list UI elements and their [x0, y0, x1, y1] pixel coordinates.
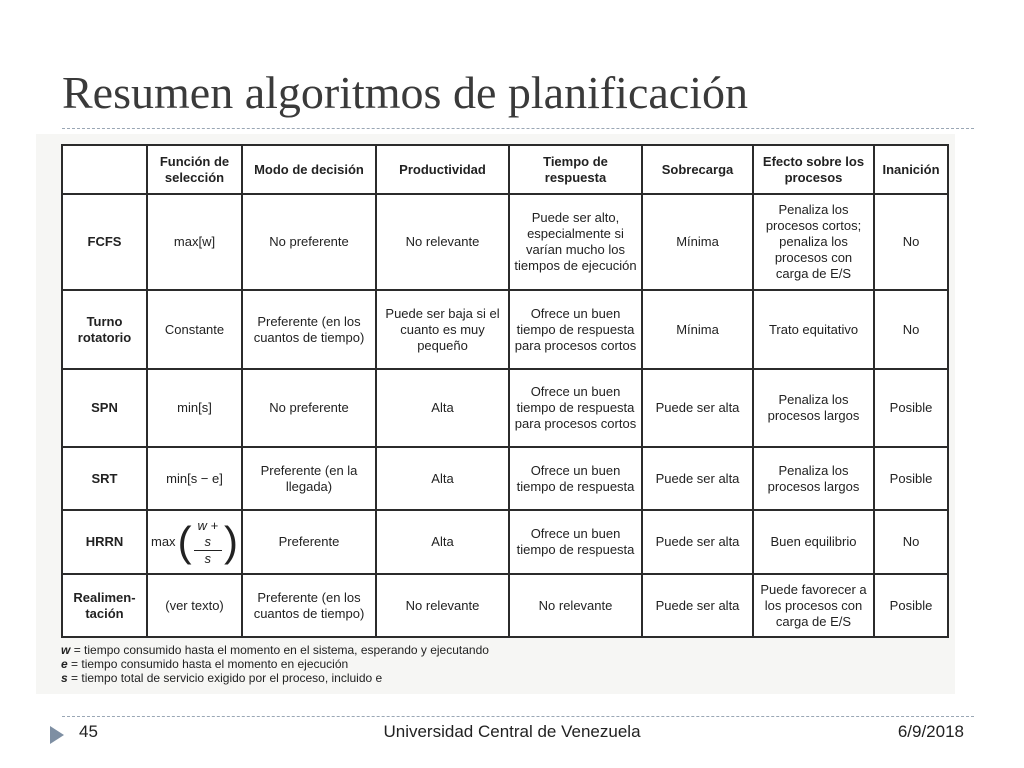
table-row [62, 574, 948, 637]
response-cell: Ofrece un buen tiempo de respuesta [509, 447, 642, 510]
title-divider [62, 128, 974, 129]
table-row [62, 194, 948, 290]
legend-item [61, 643, 941, 657]
table-row [62, 369, 948, 447]
overhead-cell: Mínima [642, 290, 753, 369]
header-overhead: Sobrecarga [642, 145, 753, 194]
effect-cell: Puede favorecer a los procesos con carga de E/S [753, 574, 874, 637]
fraction-numerator: w + s [194, 518, 222, 551]
overhead-cell: Puede ser alta [642, 369, 753, 447]
row-name: FCFS [62, 194, 147, 290]
table-row [62, 290, 948, 369]
response-cell: Ofrece un buen tiempo de respuesta para procesos cortos [509, 369, 642, 447]
effect-cell: Trato equitativo [753, 290, 874, 369]
response-cell: Puede ser alto, especialmente si varían mucho los tiempos de ejecución [509, 194, 642, 290]
legend-symbol: w [61, 643, 71, 657]
selection-cell [147, 510, 242, 574]
header-effect: Efecto sobre los procesos [753, 145, 874, 194]
starvation-cell: Posible [874, 574, 948, 637]
decision-cell: Preferente [242, 510, 376, 574]
fraction [194, 518, 222, 567]
effect-cell: Penaliza los procesos largos [753, 447, 874, 510]
table-legend [61, 643, 941, 685]
selection-cell: Constante [147, 290, 242, 369]
fraction-denominator: s [204, 550, 212, 566]
throughput-cell: Alta [376, 447, 509, 510]
header-starvation: Inanición [874, 145, 948, 194]
throughput-cell: Alta [376, 369, 509, 447]
footer-institution: Universidad Central de Venezuela [383, 722, 641, 741]
response-cell: Ofrece un buen tiempo de respuesta [509, 510, 642, 574]
effect-cell: Penaliza los procesos largos [753, 369, 874, 447]
legend-text: = tiempo consumido hasta el momento en el sistema, esperando y ejecutando [73, 643, 489, 657]
legend-symbol: e [61, 657, 68, 671]
row-name: Turno rotatorio [62, 290, 147, 369]
throughput-cell: Puede ser baja si el cuanto es muy pequeño [376, 290, 509, 369]
selection-cell: (ver texto) [147, 574, 242, 637]
decision-cell: No preferente [242, 194, 376, 290]
table-row [62, 447, 948, 510]
header-throughput: Productividad [376, 145, 509, 194]
starvation-cell: Posible [874, 369, 948, 447]
throughput-cell: Alta [376, 510, 509, 574]
left-paren: ( [177, 518, 192, 565]
slide-title: Resumen algoritmos de planificación [62, 67, 748, 118]
legend-text: = tiempo consumido hasta el momento en ejecución [71, 657, 349, 671]
throughput-cell: No relevante [376, 194, 509, 290]
legend-symbol: s [61, 671, 68, 685]
table-row [62, 510, 948, 574]
row-name: SRT [62, 447, 147, 510]
selection-cell: min[s − e] [147, 447, 242, 510]
header-decision-mode: Modo de decisión [242, 145, 376, 194]
overhead-cell: Puede ser alta [642, 574, 753, 637]
selection-cell: min[s] [147, 369, 242, 447]
starvation-cell: No [874, 194, 948, 290]
legend-item [61, 671, 941, 685]
decision-cell: Preferente (en la llegada) [242, 447, 376, 510]
effect-cell: Buen equilibrio [753, 510, 874, 574]
footer-divider [62, 716, 974, 717]
overhead-cell: Mínima [642, 194, 753, 290]
header-selection-function: Función de selección [147, 145, 242, 194]
overhead-cell: Puede ser alta [642, 447, 753, 510]
table-header-row [62, 145, 948, 194]
right-paren: ) [224, 518, 238, 565]
hrrn-formula [151, 518, 238, 567]
selection-cell: max[w] [147, 194, 242, 290]
legend-item [61, 657, 941, 671]
legend-text: = tiempo total de servicio exigido por el proceso, incluido e [71, 671, 383, 685]
header-response-time: Tiempo de respuesta [509, 145, 642, 194]
page-number: 45 [79, 722, 98, 741]
overhead-cell: Puede ser alta [642, 510, 753, 574]
decision-cell: Preferente (en los cuantos de tiempo) [242, 290, 376, 369]
response-cell: Ofrece un buen tiempo de respuesta para procesos cortos [509, 290, 642, 369]
starvation-cell: No [874, 510, 948, 574]
starvation-cell: No [874, 290, 948, 369]
effect-cell: Penaliza los procesos cortos; penaliza los procesos con carga de E/S [753, 194, 874, 290]
scheduling-summary-table [61, 144, 949, 638]
row-name: HRRN [62, 510, 147, 574]
response-cell: No relevante [509, 574, 642, 637]
header-corner [62, 145, 147, 194]
throughput-cell: No relevante [376, 574, 509, 637]
formula-max: max [151, 534, 176, 549]
row-name: Realimen-tación [62, 574, 147, 637]
decision-cell: Preferente (en los cuantos de tiempo) [242, 574, 376, 637]
decision-cell: No preferente [242, 369, 376, 447]
row-name: SPN [62, 369, 147, 447]
footer-date: 6/9/2018 [897, 722, 964, 741]
starvation-cell: Posible [874, 447, 948, 510]
